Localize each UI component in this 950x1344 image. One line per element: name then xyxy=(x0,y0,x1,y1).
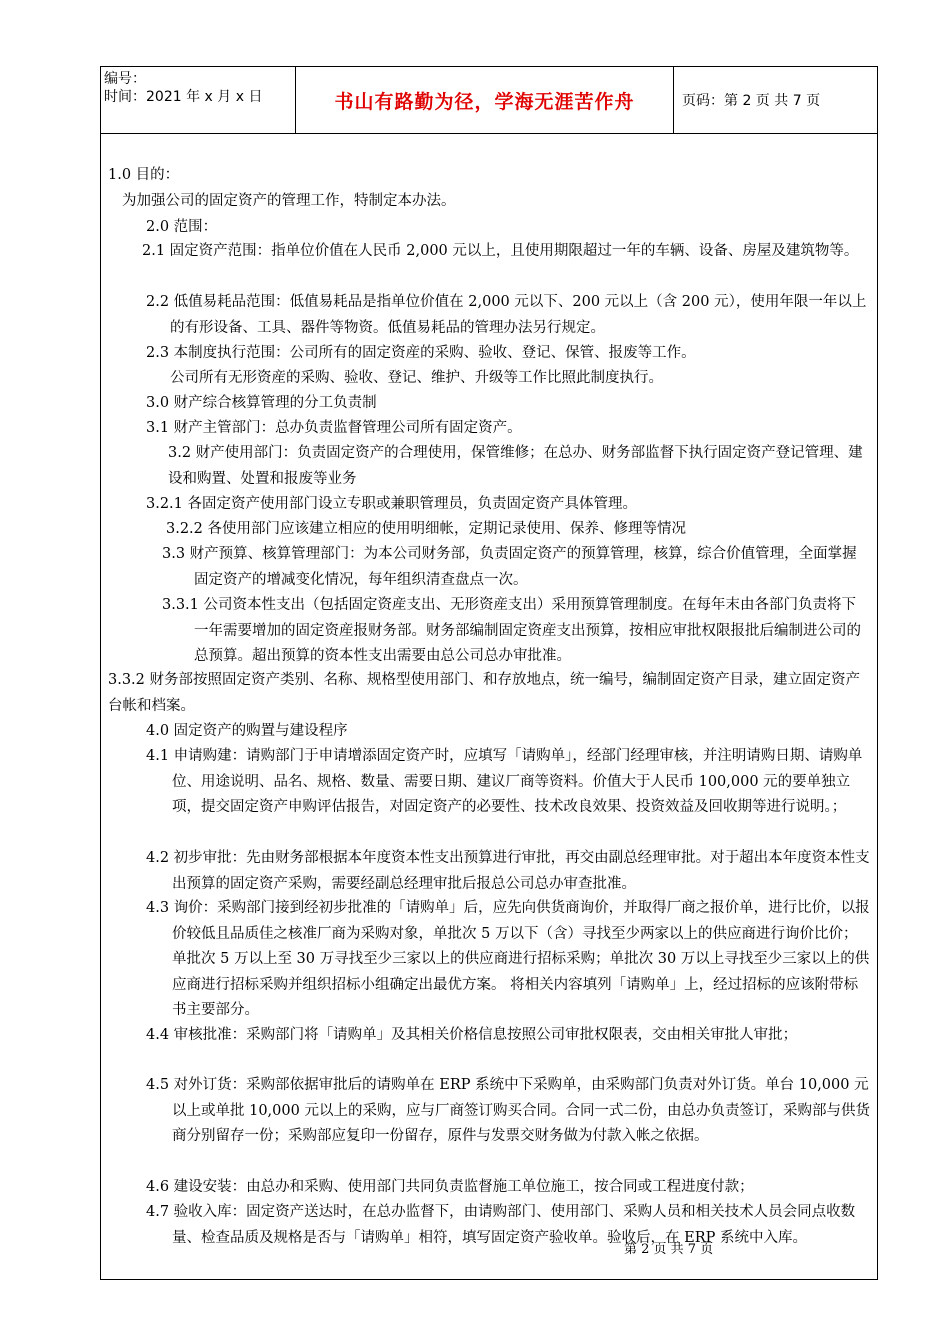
paragraph: 4.1 申请购建：请购部门于申请增添固定资产时，应填写「请购单」，经部门经理审核，并注明请购日期、请购单位、用途说明、品名、规格、数量、需要日期、建议厂商等资料。价值大于人民币 100,000 元的要单独立项，提交固定资产申购评估报告，对固定资产的必要性、技术改良效果、投资效益及回收期等进行说明。； xyxy=(146,748,863,816)
paragraph: 2.2 低值易耗品范围：低值易耗品是指单位价值在 2,000 元以下、200 元以上（含 200 元），使用年限一年以上的有形设备、工具、器件等物资。低值易耗品的管理办法另行规定。 xyxy=(146,294,867,336)
paragraph: 2.1 固定资产范围：指单位价值在人民币 2,000 元以上，且使用期限超过一年的车辆、设备、房屋及建筑物等。 xyxy=(142,243,859,259)
document-header xyxy=(100,66,878,134)
section-heading: 2.0 范围： xyxy=(146,219,218,235)
section-heading: 4.0 固定资产的购置与建设程序 xyxy=(146,723,348,739)
paragraph: 4.2 初步审批：先由财务部根据本年度资本性支出预算进行审批，再交由副总经理审批。对于超出本年度资本性支出预算的固定资产采购，需要经副总经理审批后报总公司总办审查批准。 xyxy=(146,850,870,892)
document-time-label: 时间：2021 年 x 月 x 日 xyxy=(104,89,263,105)
paragraph: 4.5 对外订货：采购部依据审批后的请购单在 ERP 系统中下采购单，由采购部门负责对外订货。单台 10,000 元以上或单批 10,000 元以上的采购，应与厂商签订购买合同。合同一式二份，由总办负责签订，采购部与供货商分别留存一份；采购部应复印一份留存，原件与发票交财务做为付款入帐之依据。 xyxy=(146,1077,870,1145)
paragraph: 公司所有无形资産的采购、验收、登记、维护、升级等工作比照此制度执行。 xyxy=(170,370,663,386)
paragraph: 3.2 财产使用部门：负责固定资产的合理使用，保管维修；在总办、财务部监督下执行固定资产登记管理、建设和购置、处置和报废等业务 xyxy=(168,445,863,487)
document-code-label: 编号： xyxy=(104,71,146,87)
paragraph: 4.4 审核批准：采购部门将「请购单」及其相关价格信息按照公司审批权限表，交由相关审批人审批； xyxy=(146,1027,798,1043)
paragraph: 3.3.1 公司资本性支出（包括固定资産支出、无形资産支出）采用预算管理制度。在每年末由各部门负责将下一年需要增加的固定资産报财务部。财务部编制固定资産支出预算，按相应审批权限报批后编制进公司的总预算。超出预算的资本性支出需要由总公司总办审批准。 xyxy=(162,597,861,665)
page-footer: 第 2 页 共 7 页 xyxy=(624,1242,714,1257)
header-meta xyxy=(100,66,296,134)
section-heading: 1.0 目的： xyxy=(108,167,180,183)
paragraph: 2.3 本制度执行范围：公司所有的固定资産的采购、验收、登记、保管、报废等工作。 xyxy=(146,345,696,361)
paragraph: 4.6 建设安装：由总办和采购、使用部门共同负责监督施工单位施工，按合同或工程进度付款； xyxy=(146,1179,754,1195)
header-motto: 书山有路勤为径，学海无涯苦作舟 xyxy=(296,66,674,134)
paragraph: 为加强公司的固定资产的管理工作，特制定本办法。 xyxy=(122,193,456,209)
paragraph: 3.2.2 各使用部门应该建立相应的使用明细帐，定期记录使用、保养、修理等情况 xyxy=(166,521,687,537)
header-page-number: 页码：第 2 页 共 7 页 xyxy=(682,93,821,109)
paragraph: 3.3.2 财务部按照固定资产类别、名称、规格型使用部门、和存放地点，统一编号，编制固定资产目录，建立固定资产台帐和档案。 xyxy=(108,672,860,714)
paragraph: 4.7 验收入库：固定资产送达时，在总办监督下，由请购部门、使用部门、采购人员和相关技术人员会同点收数量、检查品质及规格是否与「请购单」相符，填写固定资产验收单。验收后，在 ERP 系统中入库。 xyxy=(146,1204,856,1246)
paragraph: 3.1 财产主管部门：总办负责监督管理公司所有固定资产。 xyxy=(146,420,522,436)
paragraph: 3.3 财产预算、核算管理部门：为本公司财务部，负责固定资产的预算管理，核算，综合价值管理，全面掌握固定资产的增减变化情况，每年组织清查盘点一次。 xyxy=(162,546,857,588)
paragraph: 4.3 询价：采购部门接到经初步批准的「请购单」后，应先向供货商询价，并取得厂商之报价单，进行比价，以报价较低且品质佳之核准厂商为采购对象，单批次 5 万以下（含）寻找至少两家以上的供应商进行询价比价；单批次 5 万以上至 30 万寻找至少三家以上的供应商进行招标采购；单批次 30 万以上寻找至少三家以上的供应商进行招标采购并组织招标小组确定出最优方案。 将相关内容填列「请购单」上，经过招标的应该附带标书主要部分。 xyxy=(146,900,870,1019)
section-heading: 3.0 财产综合核算管理的分工负责制 xyxy=(146,395,377,411)
paragraph: 3.2.1 各固定资产使用部门设立专职或兼职管理员，负责固定资产具体管理。 xyxy=(146,496,638,512)
